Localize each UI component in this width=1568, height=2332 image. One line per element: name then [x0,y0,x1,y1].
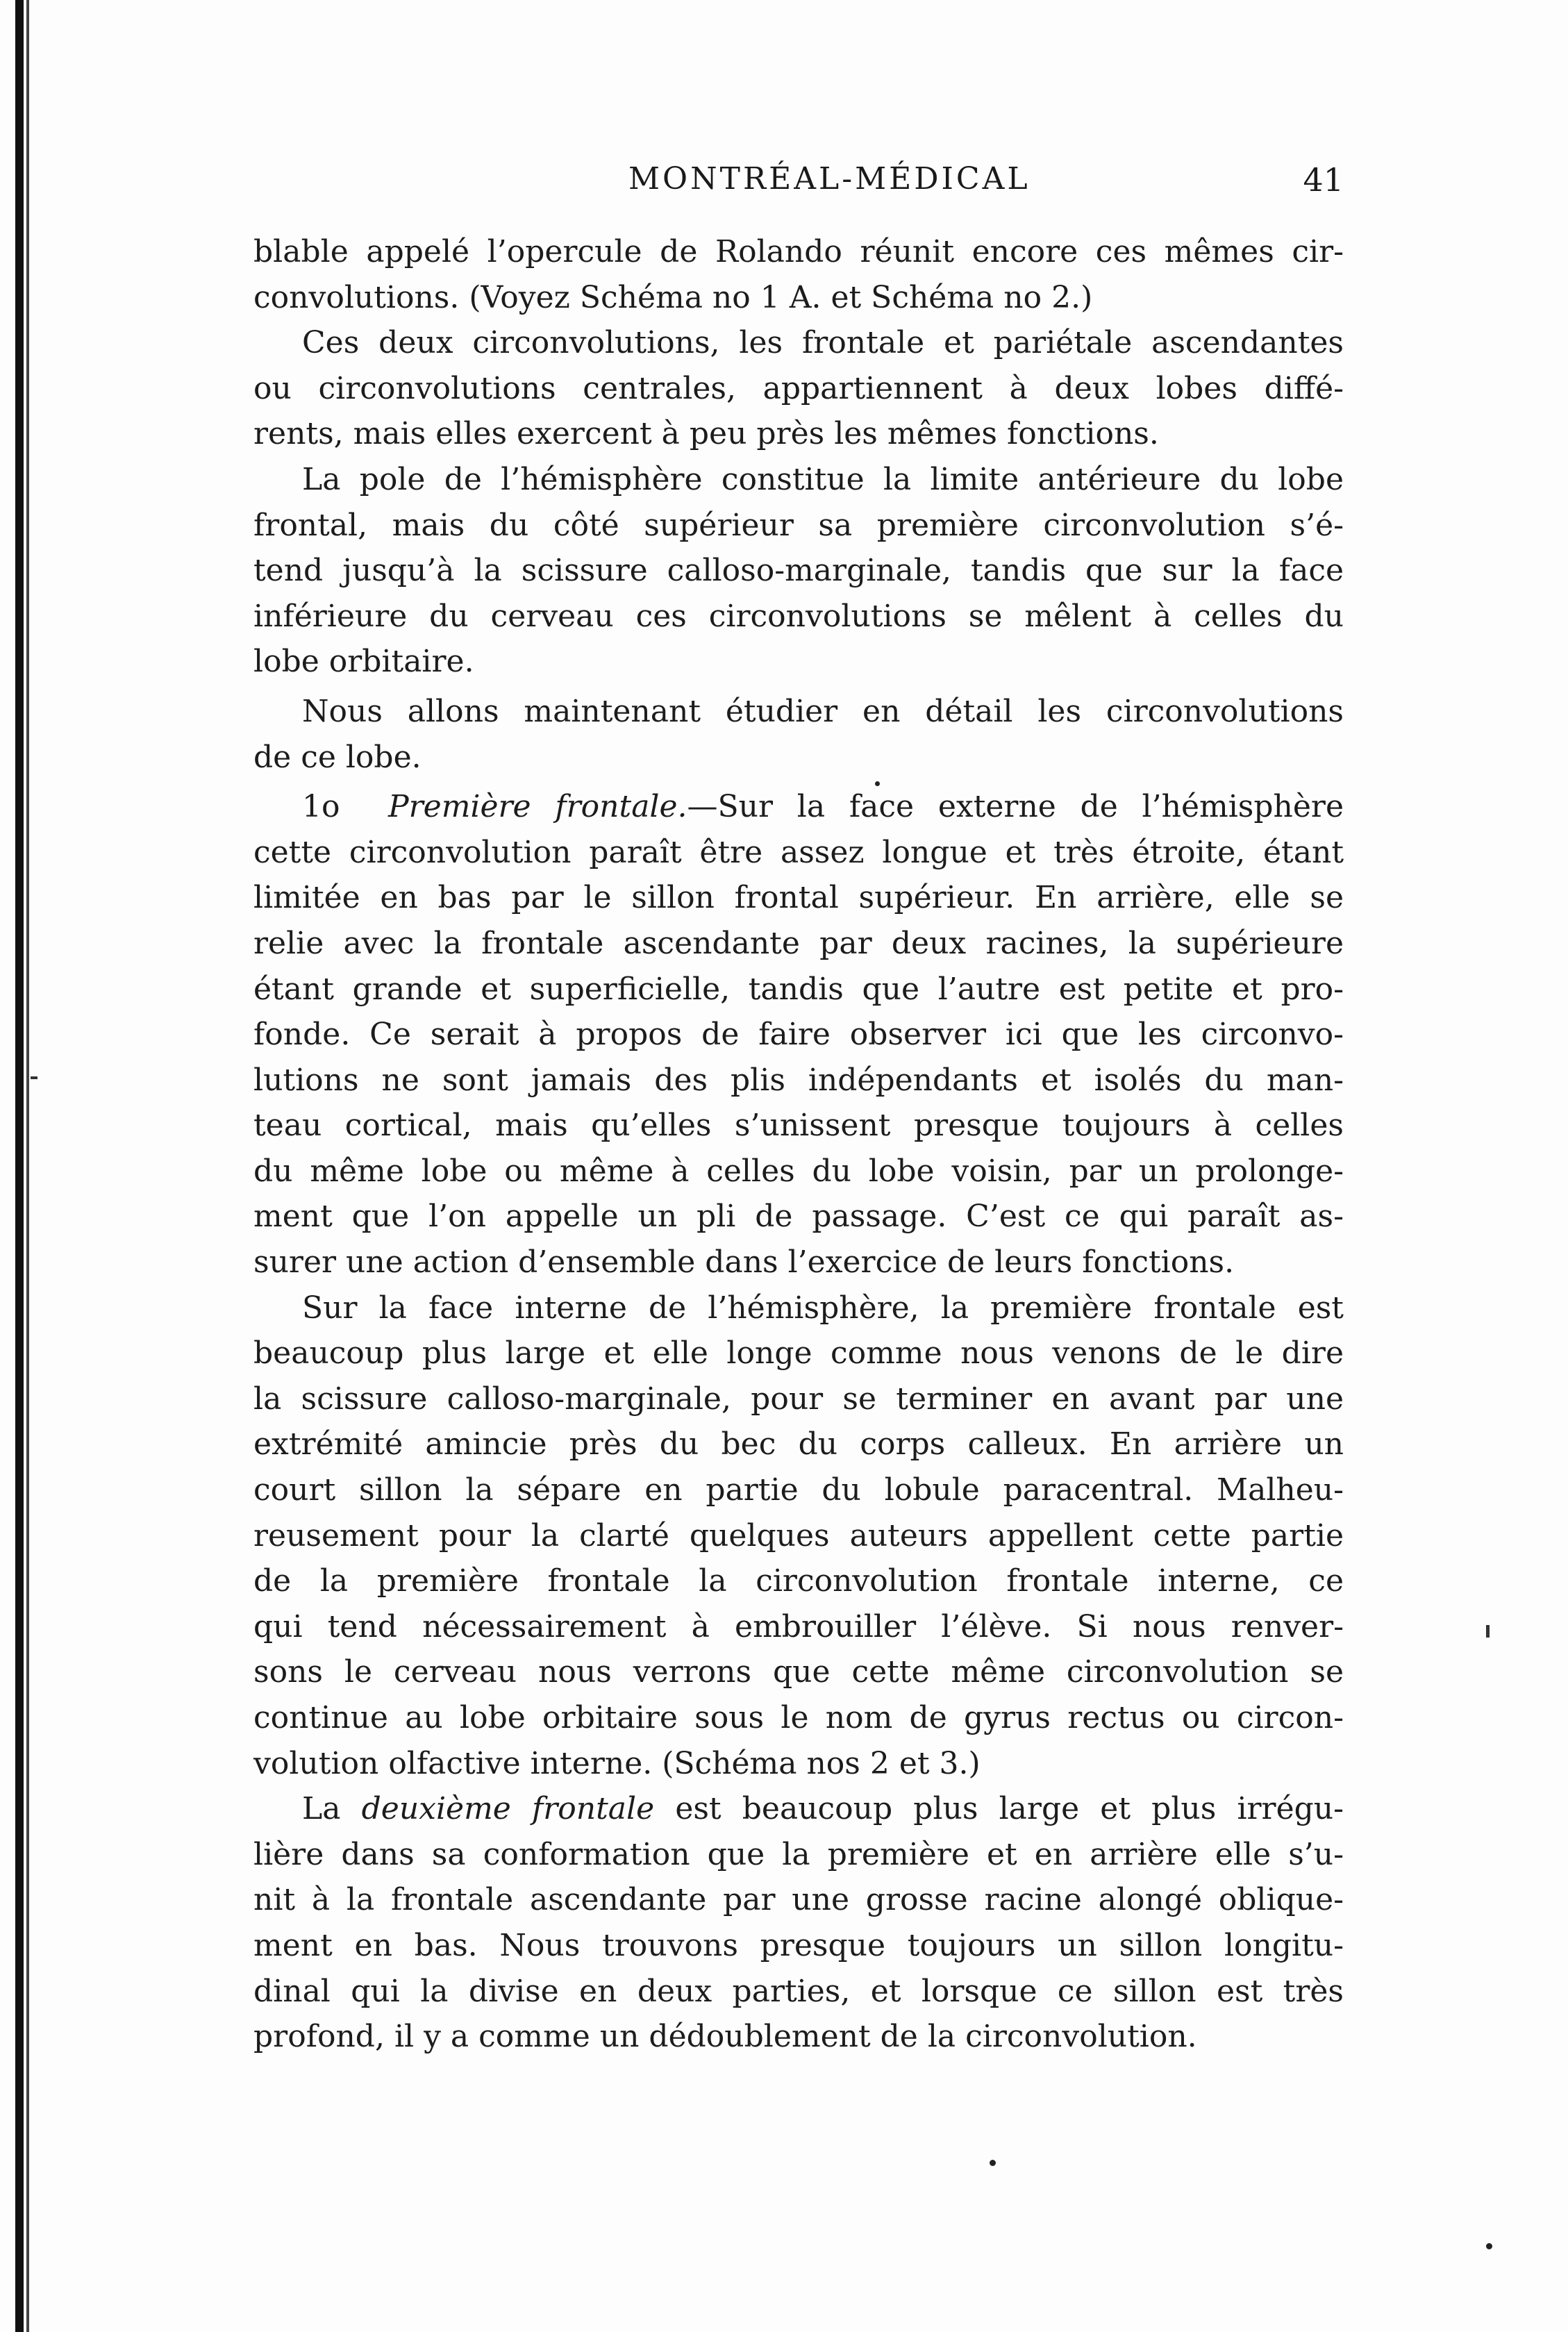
text-line: Nous allons maintenant étudier en détail les circonvolutions [302,693,1344,729]
text-line: limitée en bas par le sillon frontal supérieur. En arrière, elle se [253,880,1344,916]
text-line: du même lobe ou même à celles du lobe voisin, par un prolonge- [253,1153,1344,1189]
text-line: convolutions. (Voyez Schéma no 1 A. et Schéma no 2.) [253,279,1093,315]
text-line: ou circonvolutions centrales, appartiennent à deux lobes diffé- [253,370,1344,406]
text-line: Ces deux circonvolutions, les frontale et pariétale ascendantes [302,325,1344,361]
text-line: lière dans sa conformation que la première et en arrière elle s’u- [253,1836,1344,1872]
text-line: ment en bas. Nous trouvons presque toujours un sillon longitu- [253,1927,1344,1963]
text-line: inférieure du cerveau ces circonvolutions se mêlent à celles du [253,598,1344,634]
text-line: rents, mais elles exercent à peu près les mêmes fonctions. [253,416,1159,452]
scan-edge-line [26,0,29,2332]
text-line: sons le cerveau nous verrons que cette même circonvolution se [253,1654,1344,1690]
text-line: frontal, mais du côté supérieur sa première circonvolution s’é- [253,507,1344,543]
text-line: de la première frontale la circonvolution frontale interne, ce [253,1563,1344,1599]
scan-mark [1486,1625,1490,1638]
text-run: —Sur la face externe de l’hémisphère [687,789,1344,825]
page-header [253,161,1344,210]
text-line: profond, il y a comme un dédoublement de la circonvolution. [253,2019,1197,2055]
text-line: ment que l’on appelle un pli de passage. C’est ce qui paraît as- [253,1199,1344,1235]
text-line: tend jusqu’à la scissure calloso-marginale, tandis que sur la face [253,553,1344,589]
text-line: extrémité amincie près du bec du corps calleux. En arrière un [253,1426,1344,1463]
scan-edge-shadow [15,0,24,2332]
text-line: beaucoup plus large et elle longe comme nous venons de le dire [253,1335,1344,1372]
text-line: surer une action d’ensemble dans l’exercice de leurs fonctions. [253,1244,1235,1281]
text-line: nit à la frontale ascendante par une grosse racine alongé oblique- [253,1882,1344,1918]
text-line: La pole de l’hémisphère constitue la limite antérieure du lobe [302,461,1344,497]
text-run: est beaucoup plus large et plus irrégu- [675,1791,1344,1827]
text-line: reusement pour la clarté quelques auteurs appellent cette partie [253,1517,1344,1554]
page-number: 41 [1303,161,1344,199]
text-line: continue au lobe orbitaire sous le nom de gyrus rectus ou circon- [253,1700,1344,1735]
text-line: dinal qui la divise en deux parties, et lorsque ce sillon est très [253,1973,1344,2009]
text-line: lobe orbitaire. [253,644,474,680]
scan-speck [1486,2243,1492,2249]
text-line: qui tend nécessairement à embrouiller l’élève. Si nous renver- [253,1608,1344,1644]
text-line [253,784,1344,830]
text-line: lutions ne sont jamais des plis indépendants et isolés du man- [253,1062,1344,1098]
text-line: étant grande et superficielle, tandis que l’autre est petite et pro- [253,971,1344,1007]
text-line: relie avec la frontale ascendante par deux racines, la supérieure [253,925,1344,961]
text-line: Sur la face interne de l’hémisphère, la première frontale est [302,1290,1344,1326]
text-line: court sillon la sépare en partie du lobule paracentral. Malheu- [253,1472,1344,1508]
scan-speck [990,2160,996,2166]
section-heading: Première frontale. [388,789,687,825]
text-line: fonde. Ce serait à propos de faire observer ici que les circonvo- [253,1017,1344,1053]
text-line: teau cortical, mais qu’elles s’unissent presque toujours à celles [253,1108,1344,1144]
scan-mark [31,1076,37,1079]
text-line [253,1786,1344,1832]
section-number: 1o [302,789,340,825]
text-line: cette circonvolution paraît être assez longue et très étroite, étant [253,834,1344,870]
text-line: la scissure calloso-marginale, pour se terminer en avant par une [253,1381,1344,1417]
text-line: blable appelé l’opercule de Rolando réunit encore ces mêmes cir- [253,234,1344,269]
running-title: MONTRÉAL-MÉDICAL [628,161,1031,197]
scan-speck [875,781,880,786]
text-line: de ce lobe. [253,739,422,775]
text-run: La [302,1791,341,1827]
body-text [253,229,1344,2060]
section-heading: deuxième frontale [361,1791,655,1827]
text-line: volution olfactive interne. (Schéma nos 2 et 3.) [253,1745,981,1781]
